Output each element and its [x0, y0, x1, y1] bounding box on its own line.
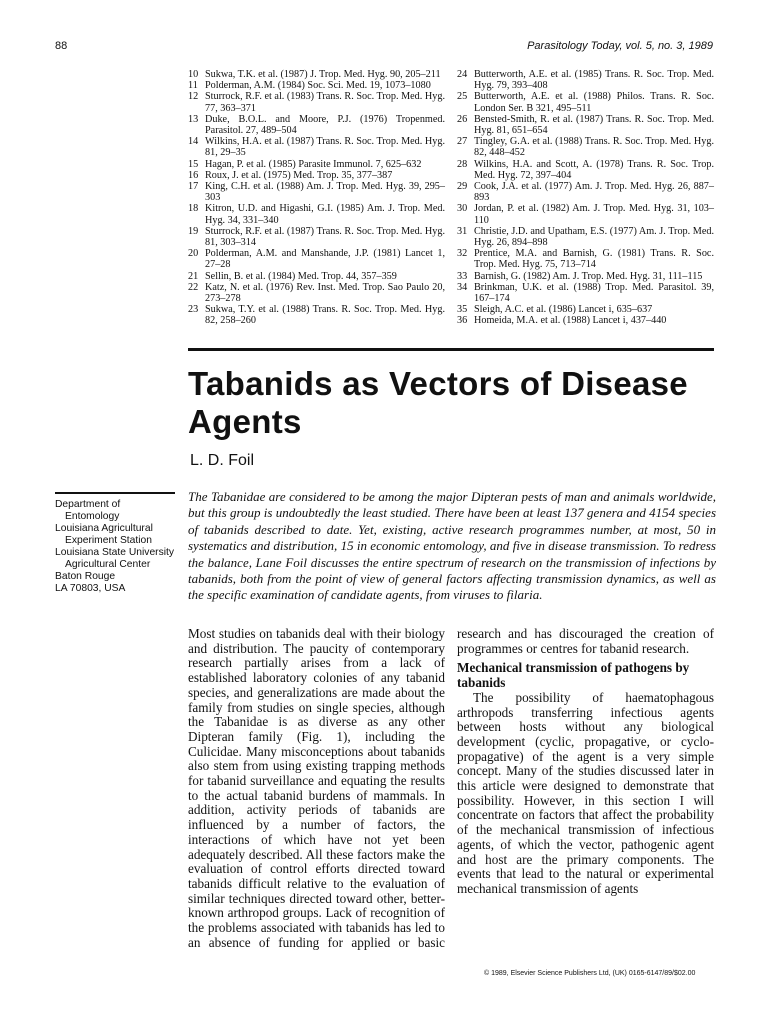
- reference-number: 26: [457, 113, 468, 125]
- reference-number: 10: [188, 69, 199, 80]
- reference-item: [188, 304, 445, 326]
- reference-text: Kitron, U.D. and Higashi, G.I. (1985) Am. J. Trop. Med. Hyg. 34, 331–340: [205, 203, 445, 226]
- affiliation-line: Baton Rouge: [55, 571, 116, 582]
- affiliation-line: LA 70803, USA: [55, 583, 126, 594]
- reference-item: [457, 91, 714, 113]
- reference-number: 35: [457, 304, 468, 316]
- reference-item: [188, 136, 445, 158]
- reference-number: 23: [188, 304, 199, 316]
- page-number: 88: [55, 40, 68, 52]
- author-name: L. D. Foil: [190, 452, 255, 469]
- reference-item: [188, 69, 445, 80]
- section-heading: Mechanical transmission of pathogens by tabanids: [457, 660, 690, 691]
- body-paragraph: The possibility of haematophagous arthropods transferring infectious agents between hosts without any biological development (cyclic, propagative, or cyclo-propagative) of the agent is a very simple concept. Many of the studies discussed later in this article were designed to demonstrate that possibility. However, in this section I will concentrate on factors that affect the probability of the mechanical transmission of infectious agents, of which the vector, pathogenic agent and host are the primary components. The events that lead to the natural or experimental mechanical transmission of agents: [457, 689, 714, 896]
- reference-text: Tingley, G.A. et al. (1988) Trans. R. Soc. Trop. Med. Hyg. 82, 448–452: [474, 136, 714, 159]
- title-rule: [188, 348, 714, 351]
- reference-text: Prentice, M.A. and Barnish, G. (1981) Trans. R. Soc. Trop. Med. Hyg. 75, 713–714: [474, 248, 714, 271]
- reference-item: [457, 136, 714, 158]
- reference-number: 13: [188, 113, 199, 125]
- reference-number: 16: [188, 169, 199, 181]
- reference-item: [457, 315, 714, 326]
- reference-text: Roux, J. et al. (1975) Med. Trop. 35, 377–387: [205, 169, 393, 181]
- affiliation-line: Louisiana State University: [55, 547, 175, 558]
- reference-text: Cook, J.A. et al. (1977) Am. J. Trop. Med. Hyg. 26, 887–893: [474, 181, 714, 204]
- affiliation-line: Experiment Station: [65, 535, 152, 546]
- reference-item: [457, 203, 714, 225]
- reference-text: King, C.H. et al. (1988) Am. J. Trop. Med. Hyg. 39, 295–303: [205, 181, 445, 204]
- reference-item: [457, 181, 714, 203]
- reference-text: Sturrock, R.F. et al. (1983) Trans. R. Soc. Trop. Med. Hyg. 77, 363–371: [205, 91, 445, 114]
- reference-item: [188, 91, 445, 113]
- body-paragraph: Most studies on tabanids deal with their biology and distribution. The paucity of contemporary research partially arises from a lack of established laboratory colonies of any tabanid species, and generalizations are made about the family from studies on single species, although the Tabanidae is as diverse as any other Dipteran family (Fig. 1), including the Culicidae. Many misconceptions about tabanids also stem from using existing trapping methods for tabanid surveillance and equating the results to the actual tabanid burdens of mammals. In addition, activity periods of tabanids are influenced by a number of factors, the interactions of which have not yet been adequately described. All these factors make the evaluation of control efforts directed toward tabanids difficult relative to the evaluation of similar techniques directed toward other, better-known arthropod groups. Lack of recognition of the problems associated with tabanids has led to an absence of funding for applied or basic: [188, 626, 445, 950]
- reference-text: Sleigh, A.C. et al. (1986) Lancet i, 635–637: [474, 304, 653, 316]
- reference-number: 32: [457, 248, 468, 260]
- reference-text: Barnish, G. (1982) Am. J. Trop. Med. Hyg. 31, 111–115: [474, 270, 703, 282]
- reference-text: Sukwa, T.K. et al. (1987) J. Trop. Med. Hyg. 90, 205–211: [205, 69, 441, 80]
- reference-number: 25: [457, 91, 468, 103]
- reference-item: [188, 226, 445, 248]
- reference-item: [457, 271, 714, 282]
- reference-text: Katz, N. et al. (1976) Rev. Inst. Med. Trop. Sao Paulo 20, 273–278: [205, 281, 445, 305]
- reference-number: 36: [457, 315, 468, 327]
- reference-number: 27: [457, 136, 468, 148]
- reference-text: Christie, J.D. and Upatham, E.S. (1977) Am. J. Trop. Med. Hyg. 26, 894–898: [474, 225, 714, 249]
- reference-item: [188, 114, 445, 136]
- reference-item: [457, 282, 714, 304]
- reference-text: Wilkins, H.A. and Scott, A. (1978) Trans. R. Soc. Trop. Med. Hyg. 72, 397–404: [474, 158, 714, 181]
- article-title: Tabanids as Vectors of Disease Agents: [188, 365, 688, 440]
- reference-item: [457, 226, 714, 248]
- reference-item: [188, 282, 445, 304]
- affiliation-rule: [55, 492, 175, 494]
- reference-number: 20: [188, 248, 199, 260]
- running-head: Parasitology Today, vol. 5, no. 3, 1989: [527, 40, 713, 52]
- reference-text: Polderman, A.M. and Manshande, J.P. (1981) Lancet 1, 27–28: [205, 248, 445, 271]
- affiliation-line: Agricultural Center: [65, 559, 151, 570]
- reference-text: Duke, B.O.L. and Moore, P.J. (1976) Tropenmed. Parasitol. 27, 489–504: [205, 113, 445, 137]
- reference-item: [188, 248, 445, 270]
- reference-number: 33: [457, 270, 468, 282]
- reference-text: Jordan, P. et al. (1982) Am. J. Trop. Med. Hyg. 31, 103–110: [474, 203, 714, 226]
- reference-item: [457, 114, 714, 136]
- abstract: The Tabanidae are considered to be among the major Dipteran pests of man and animals worldwide, but this group is undoubtedly the least studied. There have been at least 137 genera and 4154 species of tabanids described to date. Yet, existing, active research programmes number, at most, 50 in systematics and distribution, 15 in economic entomology, and five in disease transmission. To redress the balance, Lane Foil discusses the entire spectrum of research on the transmission of infections by tabanids, both from the point of view of general factors affecting transmission dynamics, as well as the specific examination of candidate agents, from viruses to filaria.: [188, 489, 716, 603]
- reference-number: 29: [457, 181, 468, 193]
- reference-text: Hagan, P. et al. (1985) Parasite Immunol. 7, 625–632: [205, 158, 422, 170]
- reference-text: Butterworth, A.E. et al. (1985) Trans. R. Soc. Trop. Med. Hyg. 79, 393–408: [474, 69, 714, 92]
- reference-text: Wilkins, H.A. et al. (1987) Trans. R. Soc. Trop. Med. Hyg. 81, 29–35: [205, 136, 445, 159]
- reference-text: Polderman, A.M. (1984) Soc. Sci. Med. 19, 1073–1080: [205, 80, 431, 92]
- reference-item: [457, 69, 714, 91]
- references-left-column: [188, 69, 445, 327]
- body-paragraph-continued: research and has discouraged the creation of programmes or centres for tabanid research.: [457, 626, 714, 656]
- reference-number: 18: [188, 203, 199, 215]
- reference-number: 19: [188, 225, 199, 237]
- affiliation-line: Louisiana Agricultural: [55, 523, 153, 534]
- references-right-column: [457, 69, 714, 327]
- author-affiliation: [55, 499, 180, 595]
- reference-text: Homeida, M.A. et al. (1988) Lancet i, 437–440: [474, 315, 667, 327]
- reference-number: 15: [188, 158, 199, 170]
- reference-item: [188, 203, 445, 225]
- reference-number: 30: [457, 203, 468, 215]
- reference-number: 22: [188, 281, 199, 293]
- reference-text: Sellin, B. et al. (1984) Med. Trop. 44, 357–359: [205, 270, 397, 282]
- reference-number: 24: [457, 69, 468, 80]
- body-column-left: [188, 627, 445, 950]
- reference-text: Brinkman, U.K. et al. (1988) Trop. Med. Parasitol. 39, 167–174: [474, 281, 714, 305]
- reference-number: 11: [188, 80, 198, 92]
- reference-number: 14: [188, 136, 199, 148]
- reference-number: 28: [457, 158, 468, 170]
- reference-number: 34: [457, 281, 468, 293]
- reference-text: Sukwa, T.Y. et al. (1988) Trans. R. Soc. Trop. Med. Hyg. 82, 258–260: [205, 304, 445, 327]
- affiliation-line: Entomology: [65, 511, 120, 522]
- reference-item: [188, 80, 445, 91]
- reference-number: 17: [188, 181, 199, 193]
- reference-number: 12: [188, 91, 199, 103]
- reference-text: Butterworth, A.E. et al. (1988) Philos. Trans. R. Soc. London Ser. B 321, 495–511: [474, 91, 714, 114]
- affiliation-line: Department of: [55, 499, 121, 510]
- reference-item: [457, 159, 714, 181]
- body-column-right: [457, 627, 714, 897]
- reference-item: [457, 304, 714, 315]
- reference-item: [188, 181, 445, 203]
- reference-text: Sturrock, R.F. et al. (1987) Trans. R. Soc. Trop. Med. Hyg. 81, 303–314: [205, 225, 445, 249]
- reference-number: 21: [188, 270, 199, 282]
- reference-item: [457, 248, 714, 270]
- reference-text: Bensted-Smith, R. et al. (1987) Trans. R. Soc. Trop. Med. Hyg. 81, 651–654: [474, 113, 714, 137]
- reference-number: 31: [457, 225, 468, 237]
- reference-item: [188, 271, 445, 282]
- reference-item: [188, 170, 445, 181]
- reference-item: [188, 159, 445, 170]
- copyright-footer: © 1989, Elsevier Science Publishers Ltd, (UK) 0165-6147/89/$02.00: [484, 970, 696, 977]
